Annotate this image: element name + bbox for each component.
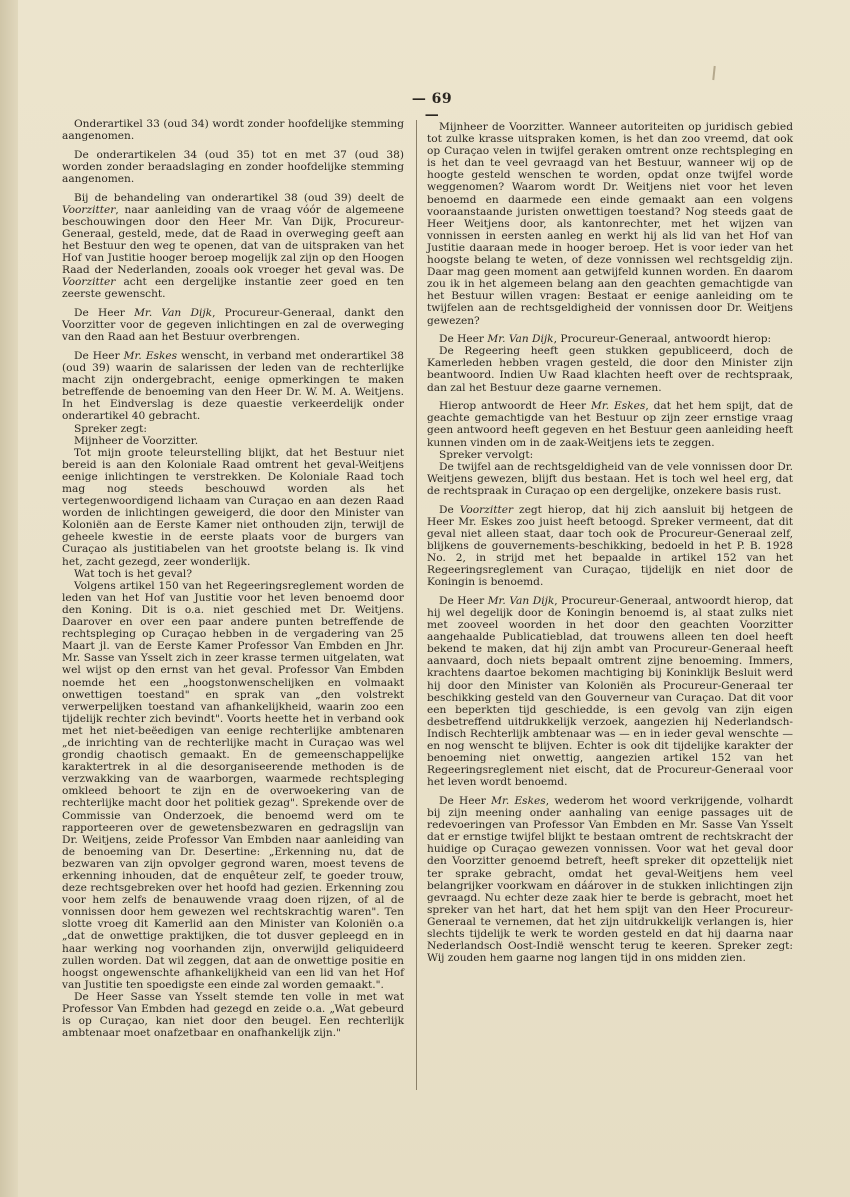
speaker-name: Mr. Van Dijk [487,333,554,346]
paragraph [427,333,793,345]
speaker-name: Mr. Eskes [491,794,546,807]
paragraph-text: , naar aanleiding van de vraag vóór de algemeene beschouwingen door den Heer Mr. Van Dijk, Procureur-Generaal, gesteld, mede, dat de Raad in overweging geeft aan het Bestuur den weg te openen, dat van de uitspraken van het Hof van Justitie hooger beroep mogelijk zal zijn op den Hoogen Raad der Nederlanden, zooals ook vroeger het geval was. De [62,203,404,277]
paragraph-text: , Procureur-Generaal, antwoordt hierop: [553,333,772,346]
right-column [427,121,793,971]
speaker-name: Mr. Eskes [123,349,178,362]
paragraph [62,192,404,301]
paragraph: Volgens artikel 150 van het Regeeringsreglement worden de leden van het Hof van Justitie voor het leven benoemd door den Koning. Dit is o.a. niet geschied met Dr. Weitjens. Daarover en over een paar andere punten betreffende de rechtspleging op Curaçao hebben in de vergadering van 25 Maart jl. van de Eerste Kamer Professor Van Embden en Jhr. Mr. Sasse van Ysselt zich in zeer krasse termen uitgelaten, wat wel wijst op den ernst van het geval. Professor Van Embden noemde het een „hoogstonwenschelijken en volmaakt onwettigen toestand" en sprak van „den volstrekt verwerpelijken toestand van afhankelijkheid, waarin zoo een tijdelijk rechter zich bevindt". Voorts heette het in verband ook met het niet-beëedigen van eenige rechterlijke ambtenaren „de inrichting van de rechterlijke macht in Curaçao was wel grondig chaotisch gemaakt. En de gemeenschappelijke karaktertrek in al die desorganiseerende methoden is de verzwakking van de waarborgen, waarmede rechtspleging omkleed behoort te zijn en de overwoekering van de rechterlijke macht door het politiek gezag". Sprekende over de Commissie van Onderzoek, die benoemd werd om te rapporteeren over de gewetensbezwaren en gedragslijn van Dr. Weitjens, zeide Professor Van Embden naar aanleiding van de benoeming van Dr. Desertine: „Erkenning nu, dat de bezwaren van zijn opvolger gegrond waren, moest tevens de erkenning inhouden, dat de enquêteur zelf, te goeder trouw, deze rechtsgebreken over het hoofd had gezien. Erkenning zou voor hem zelfs de benauwende vraag doen rijzen, of al de vonnissen door hem gewezen wel rechtskrachtig waren". Ten slotte vroeg dit Kamerlid aan den Minister van Koloniën o.a „dat de onwettige praktijken, die tot dusver gepleegd en in haar werking nog voorhanden zijn, onverwijld geliquideerd zullen worden. Dat wil zeggen, dat aan de onwettige positie en hoogst ongewenschte afhankelijkheid van een lid van het Hof van Justitie ten spoedigste een einde zal worden gemaakt.". [62,579,404,991]
speaker-name: Voorzitter [459,503,514,516]
speaker-name: Voorzitter [62,276,116,289]
paragraph [427,595,793,789]
paragraph: De Heer Sasse van Ysselt stemde ten volle in met wat Professor Van Embden had gezegd en zeide o.a. „Wat gebeurd is op Curaçao, kan niet door den beugel. Een rechterlijk ambtenaar moet onafzetbaar en onafhankelijk zijn." [62,990,404,1040]
paragraph: Spreker zegt: [74,422,147,435]
paragraph: De Regeering heeft geen stukken gepubliceerd, doch de Kamerleden hebben vragen gesteld, die door den Minister zijn beantwoord. Indien Uw Raad klachten heeft over de rechtspraak, dan zal het Bestuur deze gaarne vernemen. [427,345,793,394]
paragraph [427,400,793,448]
paragraph-text: De Heer [439,794,492,807]
paragraph [62,307,404,343]
page-number: — 69 — [411,91,453,123]
paragraph: Mijnheer de Voorzitter. [74,434,199,447]
paragraph-text: De Heer [74,307,135,320]
speaker-name: Mr. Van Dijk [134,307,213,320]
paragraph-text: De Heer [74,349,124,362]
left-column [62,118,404,1046]
paragraph-text: wenscht, in verband met onderartikel 38 (oud 39) waarin de salarissen der leden van de rechterlijke macht zijn ondergebracht, eenige opmerkingen te maken betreffende de benoeming van den Heer Dr. W. M. A. Weitjens. In het Eindverslag is deze quaestie verkeerdelijk onder onderartikel 40 gebracht. [62,349,404,423]
paragraph: De twijfel aan de rechtsgeldigheid van de vele vonnissen door Dr. Weitjens gewezen, blijft dus bestaan. Het is toch wel heel erg, dat de rechtspraak in Curaçao op een dergelijke, onzekere basis rust. [427,460,793,497]
paragraph [427,795,793,964]
paragraph-text: De Heer [439,333,488,346]
paragraph-text: acht een dergelijke instantie zeer goed en ten zeerste gewenscht. [62,276,404,301]
paragraph: De onderartikelen 34 (oud 35) tot en met 37 (oud 38) worden zonder beraadslaging en zonder hoofdelijke stemming aangenomen. [62,148,404,185]
paragraph: Spreker vervolgt: [439,448,534,461]
paragraph: Mijnheer de Voorzitter. Wanneer autoriteiten op juridisch gebied tot zulke krasse uitspraken komen, is het dan zoo vreemd, dat ook op Curaçao velen in twijfel geraken omtrent onze rechtspleging en is het dan te veel gevraagd van het Bestuur, wanneer wij op de hoogte gesteld wenschen te worden, opdat onze twijfel worde weggenomen? Waarom wordt Dr. Weitjens niet voor het leven benoemd en daarmede een einde gemaakt aan een volgens vooraanstaande juristen onwettigen toestand? Nog steeds gaat de Heer Weitjens door, als kantonrechter, met het wijzen van vonnissen in eersten aanleg en werkt hij als lid van het Hof van Justitie daaraan mede in hooger beroep. Het is voor ieder van het hoogste belang te weten, of deze vonnissen wel rechtsgeldig zijn. Daar mag geen moment aan getwijfeld kunnen worden. En daarom zou ik in het algemeen belang aan den geachten gemachtigde van het Bestuur willen vragen: Bestaat er eenige aanleiding om te twijfelen aan de rechtsgeldigheid der vonnissen door Dr. Weitjens gewezen? [427,121,793,327]
speaker-name: Mr. Van Dijk [487,594,555,607]
speaker-name: Mr. Eskes [591,400,646,413]
paragraph [427,504,793,589]
pencil-mark [712,66,715,80]
paragraph-text: De [439,503,460,516]
paragraph: Tot mijn groote teleurstelling blijkt, dat het Bestuur niet bereid is aan den Koloniale Raad omtrent het geval-Weitjens eenige inlichtingen te verstrekken. De Koloniale Raad toch mag nog steeds beschouwd worden als het vertegenwoordigend lichaam van Curaçao en aan dezen Raad worden de inlichtingen geweigerd, die door den Minister van Koloniën aan de Eerste Kamer niet onthouden zijn, terwijl de geheele kwestie in de eerste plaats voor de burgers van Curaçao als justitiabelen van het grootste belang is. Ik vind het, zacht gezegd, zeer wonderlijk. [62,446,404,568]
paragraph [62,350,404,423]
speaker-name: Voorzitter [62,203,116,216]
paragraph-text: , wederom het woord verkrijgende, volhardt bij zijn meening onder aanhaling van eenige passages uit de redevoeringen van Professor Van Embden en Mr. Sasse Van Ysselt dat er ernstige twijfel blijkt te bestaan omtrent de rechtskracht der huidige op Curaçao gewezen vonnissen. Voor wat het geval door den Voorzitter genoemd betreft, heeft spreker dit opzettelijk niet ter sprake gebracht, omdat het geval-Weitjens hem veel belangrijker voorkwam en dáárover in de stukken inlichtingen zijn gevraagd. Nu echter deze zaak hier te berde is gebracht, moet het spreker van het hart, dat het hem spijt van den Heer Procureur-Generaal te vernemen, dat het zijn uitdrukkelijk verlangen is, hier slechts tijdelijk te werk te worden gesteld en dat hij daarna naar Nederlandsch Oost-Indië wenscht terug te keeren. Spreker zegt: Wij zouden hem gaarne nog langen tijd in ons midden zien. [427,794,793,965]
paragraph: Wat toch is het geval? [74,567,192,580]
paragraph-text: , dat het hem spijt, dat de geachte gemachtigde van het Bestuur op zijn zeer ernstige vraag geen antwoord heeft gegeven en het Bestuur geen aanleiding heeft kunnen vinden om in de zaak-Weitjens iets te zeggen. [427,400,793,449]
paragraph: Onderartikel 33 (oud 34) wordt zonder hoofdelijke stemming aangenomen. [62,118,404,143]
paragraph-text: , Procureur-Generaal, antwoordt hierop, dat hij wel degelijk door de Koningin benoemd is, al staat zulks niet met zooveel woorden in het door den geachten Voorzitter aangehaalde Publicatieblad, dat trouwens alleen ten doel heeft bekend te maken, dat hij zijn ambt van Procureur-Generaal heeft aanvaard, doch niets bepaalt omtrent zijne benoeming. Immers, krachtens daartoe bekomen machtiging bij Koninklijk Besluit werd hij door den Minister van Koloniën als Procureur-Generaal ter beschikking gesteld van den Gouverneur van Curaçao. Dat dit voor een beperkten tijd geschiedde, is een gevolg van zijn eigen desbetreffend uitdrukkelijk verzoek, aangezien hij Nederlandsch-Indisch Rechterlijk ambtenaar was — en in ieder geval wenschte — en nog wenscht te blijven. Echter is ook dit tijdelijke karakter der benoeming niet onwettig, aangezien artikel 152 van het Regeeringsreglement niet eischt, dat de Procureur-Generaal voor het leven wordt benoemd. [427,594,793,789]
paragraph-text: De Heer [439,594,488,607]
binding-edge [0,0,18,1197]
paragraph-text: zegt hierop, dat hij zich aansluit bij hetgeen de Heer Mr. Eskes zoo juist heeft betoogd. Spreker vermeent, dat dit geval niet alleen staat, daar toch ook de Procureur-Generaal zelf, blijkens de gouvernements-beschikking, bedoeld in het P. B. 1928 No. 2, in strijd met het bepaalde in artikel 152 van het Regeeringsreglement van Curaçao, tijdelijk en niet door de Koningin is benoemd. [427,503,793,589]
paragraph-text: Hierop antwoordt de Heer [439,400,592,413]
column-divider [416,120,417,1090]
paragraph-text: , Procureur-Generaal, dankt den Voorzitter voor de gegeven inlichtingen en zal de overweging van den Raad aan het Bestuur overbrengen. [62,307,404,344]
paragraph-text: Bij de behandeling van onderartikel 38 (oud 39) deelt de [74,191,404,204]
